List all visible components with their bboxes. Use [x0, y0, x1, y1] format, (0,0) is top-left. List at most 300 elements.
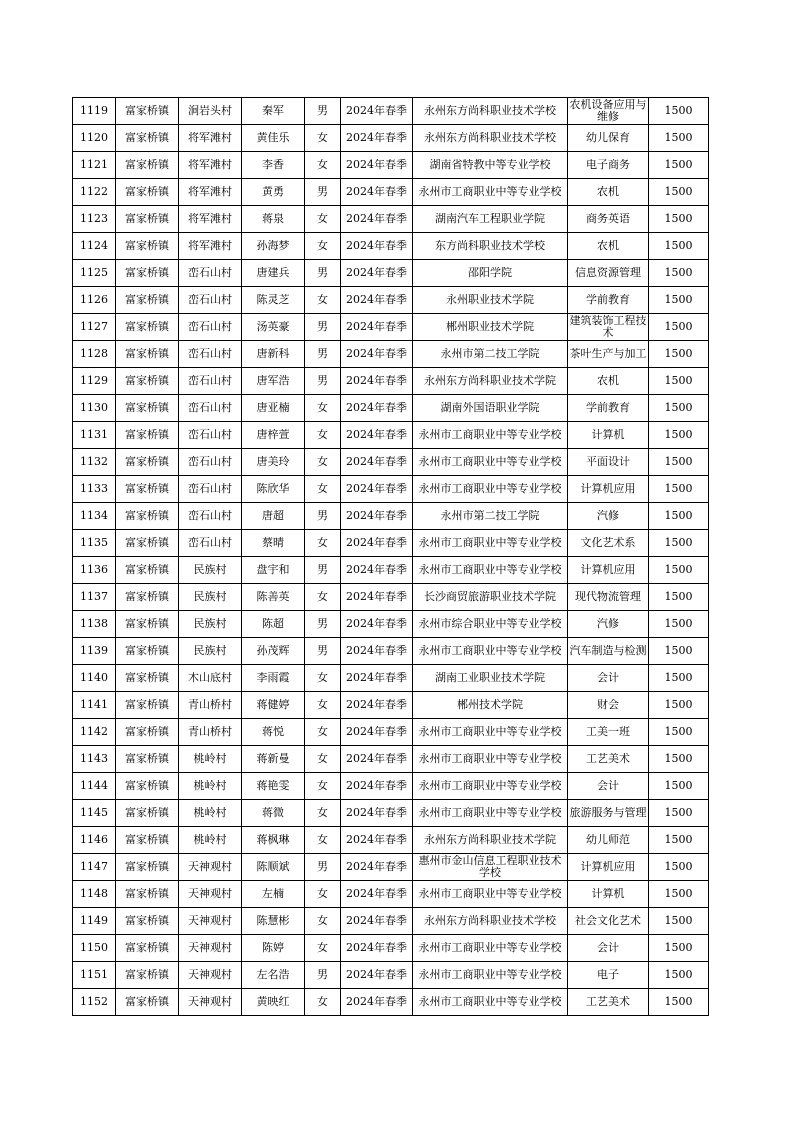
cell-town-text: 富家桥镇: [125, 321, 169, 333]
cell-village: [179, 827, 242, 854]
cell-major-text: 现代物流管理: [575, 591, 641, 603]
cell-school-text: 永州市工商职业中等专业学校: [418, 753, 562, 765]
cell-major: [568, 557, 649, 584]
cell-major-text: 商务英语: [586, 213, 630, 225]
cell-school-text: 永州市工商职业中等专业学校: [418, 483, 562, 495]
cell-sex: [305, 422, 341, 449]
cell-amount: [649, 314, 709, 341]
cell-town: [116, 314, 179, 341]
cell-name: [242, 854, 305, 881]
cell-amount: [649, 827, 709, 854]
cell-village-text: 将军滩村: [188, 159, 232, 171]
cell-term-text: 2024年春季: [346, 105, 407, 117]
cell-village-text: 峦石山村: [188, 348, 232, 360]
cell-sex: [305, 746, 341, 773]
cell-sex-text: 女: [317, 159, 328, 171]
cell-serial-number: [73, 584, 116, 611]
cell-village: [179, 854, 242, 881]
cell-sex-text: 女: [317, 807, 328, 819]
cell-major: [568, 98, 649, 125]
cell-major-text: 计算机应用: [580, 483, 636, 495]
cell-major: [568, 287, 649, 314]
cell-name: [242, 719, 305, 746]
cell-school: [413, 962, 568, 989]
cell-term: [341, 719, 413, 746]
cell-village-text: 峦石山村: [188, 429, 232, 441]
cell-school: [413, 692, 568, 719]
cell-school: [413, 152, 568, 179]
cell-amount-text: 1500: [664, 861, 693, 873]
table-row: [73, 692, 709, 719]
cell-term: [341, 98, 413, 125]
cell-amount-text: 1500: [664, 807, 693, 819]
cell-village: [179, 287, 242, 314]
cell-amount-text: 1500: [664, 429, 693, 441]
cell-term: [341, 368, 413, 395]
cell-school: [413, 233, 568, 260]
cell-sex-text: 女: [317, 726, 328, 738]
cell-sex: [305, 260, 341, 287]
cell-serial-number-text: 1129: [80, 375, 108, 387]
cell-amount: [649, 152, 709, 179]
cell-name: [242, 287, 305, 314]
cell-village: [179, 260, 242, 287]
cell-amount: [649, 341, 709, 368]
cell-name-text: 陈灵芝: [256, 294, 290, 306]
cell-sex-text: 女: [317, 753, 328, 765]
cell-serial-number: [73, 638, 116, 665]
cell-town-text: 富家桥镇: [125, 537, 169, 549]
cell-school: [413, 503, 568, 530]
cell-sex: [305, 557, 341, 584]
cell-school: [413, 341, 568, 368]
cell-town: [116, 152, 179, 179]
cell-school-text: 湖南省特教中等专业学校: [429, 159, 551, 171]
cell-town: [116, 530, 179, 557]
cell-town: [116, 692, 179, 719]
cell-major: [568, 800, 649, 827]
cell-school: [413, 611, 568, 638]
cell-major: [568, 989, 649, 1016]
cell-amount: [649, 881, 709, 908]
cell-school: [413, 179, 568, 206]
cell-major-text: 汽车制造与检测: [569, 645, 647, 657]
cell-village: [179, 746, 242, 773]
cell-name: [242, 206, 305, 233]
cell-major-text: 学前教育: [586, 294, 630, 306]
cell-amount-text: 1500: [664, 105, 693, 117]
cell-town: [116, 206, 179, 233]
cell-village-text: 桃岭村: [193, 780, 227, 792]
cell-term: [341, 287, 413, 314]
cell-school: [413, 827, 568, 854]
cell-major-text: 汽修: [597, 510, 619, 522]
cell-village-text: 桃岭村: [193, 807, 227, 819]
cell-amount-text: 1500: [664, 348, 693, 360]
cell-amount-text: 1500: [664, 645, 693, 657]
cell-term: [341, 530, 413, 557]
cell-name: [242, 341, 305, 368]
cell-sex: [305, 800, 341, 827]
cell-town: [116, 341, 179, 368]
cell-serial-number-text: 1139: [80, 645, 108, 657]
cell-term-text: 2024年春季: [346, 618, 407, 630]
cell-major: [568, 881, 649, 908]
cell-term: [341, 962, 413, 989]
cell-sex: [305, 125, 341, 152]
cell-amount-text: 1500: [664, 240, 693, 252]
cell-town: [116, 287, 179, 314]
cell-amount: [649, 368, 709, 395]
cell-major-text: 计算机: [591, 888, 625, 900]
cell-amount-text: 1500: [664, 780, 693, 792]
cell-town: [116, 827, 179, 854]
cell-major: [568, 422, 649, 449]
cell-name-text: 孙海梦: [256, 240, 290, 252]
cell-major: [568, 773, 649, 800]
cell-village: [179, 719, 242, 746]
cell-term-text: 2024年春季: [346, 996, 407, 1008]
cell-name-text: 唐超: [262, 510, 284, 522]
table-body: [73, 98, 709, 1016]
cell-amount-text: 1500: [664, 267, 693, 279]
cell-major: [568, 395, 649, 422]
cell-name: [242, 962, 305, 989]
cell-major-text: 旅游服务与管理: [569, 807, 647, 819]
cell-town-text: 富家桥镇: [125, 834, 169, 846]
cell-major: [568, 962, 649, 989]
cell-village-text: 峦石山村: [188, 510, 232, 522]
cell-village: [179, 989, 242, 1016]
cell-serial-number-text: 1136: [80, 564, 108, 576]
cell-village: [179, 179, 242, 206]
cell-town-text: 富家桥镇: [125, 726, 169, 738]
cell-school-text: 永州市工商职业中等专业学校: [418, 564, 562, 576]
cell-sex-text: 女: [317, 942, 328, 954]
cell-name: [242, 449, 305, 476]
cell-major: [568, 638, 649, 665]
cell-sex: [305, 233, 341, 260]
cell-school-text: 长沙商贸旅游职业技术学院: [424, 591, 556, 603]
cell-serial-number: [73, 800, 116, 827]
cell-major-text: 平面设计: [586, 456, 630, 468]
cell-name: [242, 800, 305, 827]
cell-name-text: 蒋微: [262, 807, 284, 819]
cell-serial-number: [73, 773, 116, 800]
cell-term-text: 2024年春季: [346, 672, 407, 684]
cell-sex: [305, 287, 341, 314]
table-row: [73, 962, 709, 989]
cell-town: [116, 773, 179, 800]
cell-name-text: 唐建兵: [256, 267, 290, 279]
cell-term: [341, 665, 413, 692]
cell-serial-number: [73, 611, 116, 638]
cell-term-text: 2024年春季: [346, 726, 407, 738]
cell-sex-text: 男: [317, 105, 328, 117]
cell-village-text: 青山桥村: [188, 699, 232, 711]
cell-school: [413, 98, 568, 125]
table-row: [73, 125, 709, 152]
cell-town-text: 富家桥镇: [125, 753, 169, 765]
cell-serial-number: [73, 692, 116, 719]
cell-sex: [305, 395, 341, 422]
table-row: [73, 638, 709, 665]
cell-amount-text: 1500: [664, 591, 693, 603]
cell-name: [242, 611, 305, 638]
cell-town: [116, 989, 179, 1016]
cell-major: [568, 746, 649, 773]
cell-sex: [305, 503, 341, 530]
subsidy-table: [72, 97, 709, 1016]
cell-amount-text: 1500: [664, 699, 693, 711]
cell-town-text: 富家桥镇: [125, 780, 169, 792]
cell-amount: [649, 503, 709, 530]
cell-term-text: 2024年春季: [346, 537, 407, 549]
cell-school-text: 永州市工商职业中等专业学校: [418, 726, 562, 738]
cell-term: [341, 800, 413, 827]
cell-school: [413, 719, 568, 746]
cell-village: [179, 584, 242, 611]
cell-serial-number: [73, 125, 116, 152]
cell-town: [116, 260, 179, 287]
cell-town-text: 富家桥镇: [125, 969, 169, 981]
cell-term-text: 2024年春季: [346, 321, 407, 333]
cell-village-text: 民族村: [193, 645, 227, 657]
cell-term: [341, 233, 413, 260]
cell-term: [341, 503, 413, 530]
cell-major: [568, 584, 649, 611]
cell-sex: [305, 206, 341, 233]
cell-major: [568, 719, 649, 746]
cell-town: [116, 665, 179, 692]
cell-amount: [649, 746, 709, 773]
cell-village-text: 峦石山村: [188, 267, 232, 279]
cell-village-text: 天神观村: [188, 888, 232, 900]
cell-town: [116, 368, 179, 395]
cell-amount: [649, 287, 709, 314]
cell-major-text: 工艺美术: [586, 753, 630, 765]
cell-major: [568, 665, 649, 692]
cell-sex: [305, 665, 341, 692]
cell-name-text: 陈欣华: [256, 483, 290, 495]
cell-sex-text: 女: [317, 213, 328, 225]
cell-name-text: 黄勇: [262, 186, 284, 198]
cell-name: [242, 881, 305, 908]
cell-school: [413, 476, 568, 503]
cell-term-text: 2024年春季: [346, 969, 407, 981]
cell-name-text: 蒋艳雯: [256, 780, 290, 792]
cell-amount: [649, 395, 709, 422]
cell-sex-text: 女: [317, 483, 328, 495]
cell-amount: [649, 908, 709, 935]
cell-village: [179, 449, 242, 476]
cell-town-text: 富家桥镇: [125, 240, 169, 252]
cell-amount: [649, 773, 709, 800]
cell-school-text: 永州东方尚科职业技术学院: [424, 375, 556, 387]
cell-term: [341, 260, 413, 287]
cell-sex: [305, 908, 341, 935]
cell-name-text: 盘宇和: [256, 564, 290, 576]
cell-school-text: 东方尚科职业技术学校: [435, 240, 545, 252]
cell-school-text: 邵阳学院: [468, 267, 512, 279]
cell-major: [568, 152, 649, 179]
cell-name-text: 黄映红: [256, 996, 290, 1008]
cell-major: [568, 854, 649, 881]
table-row: [73, 854, 709, 881]
cell-term: [341, 179, 413, 206]
cell-town-text: 富家桥镇: [125, 699, 169, 711]
cell-term-text: 2024年春季: [346, 213, 407, 225]
cell-name-text: 蒋悦: [262, 726, 284, 738]
cell-school: [413, 746, 568, 773]
cell-serial-number-text: 1140: [80, 672, 108, 684]
cell-term: [341, 395, 413, 422]
cell-town: [116, 557, 179, 584]
cell-sex: [305, 449, 341, 476]
cell-term-text: 2024年春季: [346, 753, 407, 765]
cell-major-text: 工美一班: [586, 726, 630, 738]
cell-name-text: 陈顺斌: [256, 861, 290, 873]
cell-term: [341, 476, 413, 503]
cell-amount-text: 1500: [664, 159, 693, 171]
cell-amount-text: 1500: [664, 564, 693, 576]
cell-sex-text: 男: [317, 375, 328, 387]
cell-town: [116, 125, 179, 152]
cell-sex: [305, 638, 341, 665]
cell-name-text: 黄佳乐: [256, 132, 290, 144]
cell-term: [341, 584, 413, 611]
table-row: [73, 530, 709, 557]
cell-village: [179, 800, 242, 827]
cell-term-text: 2024年春季: [346, 348, 407, 360]
cell-serial-number: [73, 719, 116, 746]
cell-major-text: 茶叶生产与加工: [569, 348, 647, 360]
table-row: [73, 233, 709, 260]
cell-amount-text: 1500: [664, 753, 693, 765]
cell-school: [413, 773, 568, 800]
cell-amount-text: 1500: [664, 186, 693, 198]
cell-school: [413, 260, 568, 287]
cell-town: [116, 638, 179, 665]
cell-town: [116, 611, 179, 638]
cell-school-text: 永州市综合职业中等专业学校: [418, 618, 562, 630]
cell-school-text: 永州市工商职业中等专业学校: [418, 888, 562, 900]
cell-school: [413, 935, 568, 962]
document-page: [72, 97, 709, 1016]
cell-term: [341, 935, 413, 962]
cell-village-text: 木山底村: [188, 672, 232, 684]
cell-name-text: 陈婷: [262, 942, 284, 954]
cell-name: [242, 665, 305, 692]
cell-school-text: 永州市工商职业中等专业学校: [418, 780, 562, 792]
cell-village: [179, 314, 242, 341]
cell-town: [116, 422, 179, 449]
cell-serial-number: [73, 287, 116, 314]
cell-serial-number-text: 1133: [80, 483, 108, 495]
cell-town-text: 富家桥镇: [125, 105, 169, 117]
cell-amount-text: 1500: [664, 996, 693, 1008]
cell-amount-text: 1500: [664, 132, 693, 144]
cell-serial-number: [73, 557, 116, 584]
cell-sex-text: 女: [317, 672, 328, 684]
cell-major-text: 学前教育: [586, 402, 630, 414]
cell-serial-number-text: 1146: [80, 834, 108, 846]
cell-serial-number: [73, 422, 116, 449]
cell-name-text: 唐军浩: [256, 375, 290, 387]
cell-term: [341, 692, 413, 719]
cell-term-text: 2024年春季: [346, 699, 407, 711]
cell-town-text: 富家桥镇: [125, 645, 169, 657]
cell-serial-number-text: 1125: [80, 267, 108, 279]
cell-term: [341, 557, 413, 584]
cell-name: [242, 530, 305, 557]
cell-school: [413, 854, 568, 881]
cell-serial-number-text: 1151: [80, 969, 108, 981]
cell-town-text: 富家桥镇: [125, 996, 169, 1008]
cell-name: [242, 314, 305, 341]
cell-serial-number-text: 1120: [80, 132, 108, 144]
cell-major-text: 农机: [597, 186, 619, 198]
table-row: [73, 908, 709, 935]
table-row: [73, 719, 709, 746]
cell-serial-number: [73, 989, 116, 1016]
cell-major-text: 计算机: [591, 429, 625, 441]
cell-town-text: 富家桥镇: [125, 483, 169, 495]
cell-serial-number: [73, 827, 116, 854]
cell-town: [116, 98, 179, 125]
cell-name-text: 孙茂辉: [256, 645, 290, 657]
cell-name-text: 唐梓萱: [256, 429, 290, 441]
cell-amount: [649, 260, 709, 287]
cell-town-text: 富家桥镇: [125, 294, 169, 306]
cell-serial-number-text: 1148: [80, 888, 108, 900]
cell-serial-number: [73, 368, 116, 395]
cell-name: [242, 692, 305, 719]
cell-name-text: 蒋枫琳: [256, 834, 290, 846]
cell-village-text: 峦石山村: [188, 294, 232, 306]
cell-serial-number-text: 1150: [80, 942, 108, 954]
cell-serial-number: [73, 854, 116, 881]
cell-major-text: 幼儿师范: [586, 834, 630, 846]
cell-amount-text: 1500: [664, 618, 693, 630]
cell-major-text: 建筑装饰工程技术: [569, 315, 647, 339]
cell-term-text: 2024年春季: [346, 456, 407, 468]
cell-town-text: 富家桥镇: [125, 591, 169, 603]
cell-amount: [649, 557, 709, 584]
cell-term-text: 2024年春季: [346, 645, 407, 657]
cell-town-text: 富家桥镇: [125, 348, 169, 360]
cell-town-text: 富家桥镇: [125, 807, 169, 819]
table-row: [73, 611, 709, 638]
cell-serial-number-text: 1132: [80, 456, 108, 468]
cell-amount: [649, 179, 709, 206]
cell-town-text: 富家桥镇: [125, 375, 169, 387]
cell-name-text: 蒋泉: [262, 213, 284, 225]
cell-term-text: 2024年春季: [346, 294, 407, 306]
cell-sex: [305, 368, 341, 395]
cell-serial-number: [73, 665, 116, 692]
cell-school: [413, 800, 568, 827]
cell-term-text: 2024年春季: [346, 510, 407, 522]
cell-term-text: 2024年春季: [346, 942, 407, 954]
cell-name: [242, 638, 305, 665]
cell-sex-text: 女: [317, 240, 328, 252]
table-row: [73, 881, 709, 908]
cell-serial-number-text: 1131: [80, 429, 108, 441]
cell-name: [242, 125, 305, 152]
cell-term: [341, 341, 413, 368]
cell-amount: [649, 530, 709, 557]
